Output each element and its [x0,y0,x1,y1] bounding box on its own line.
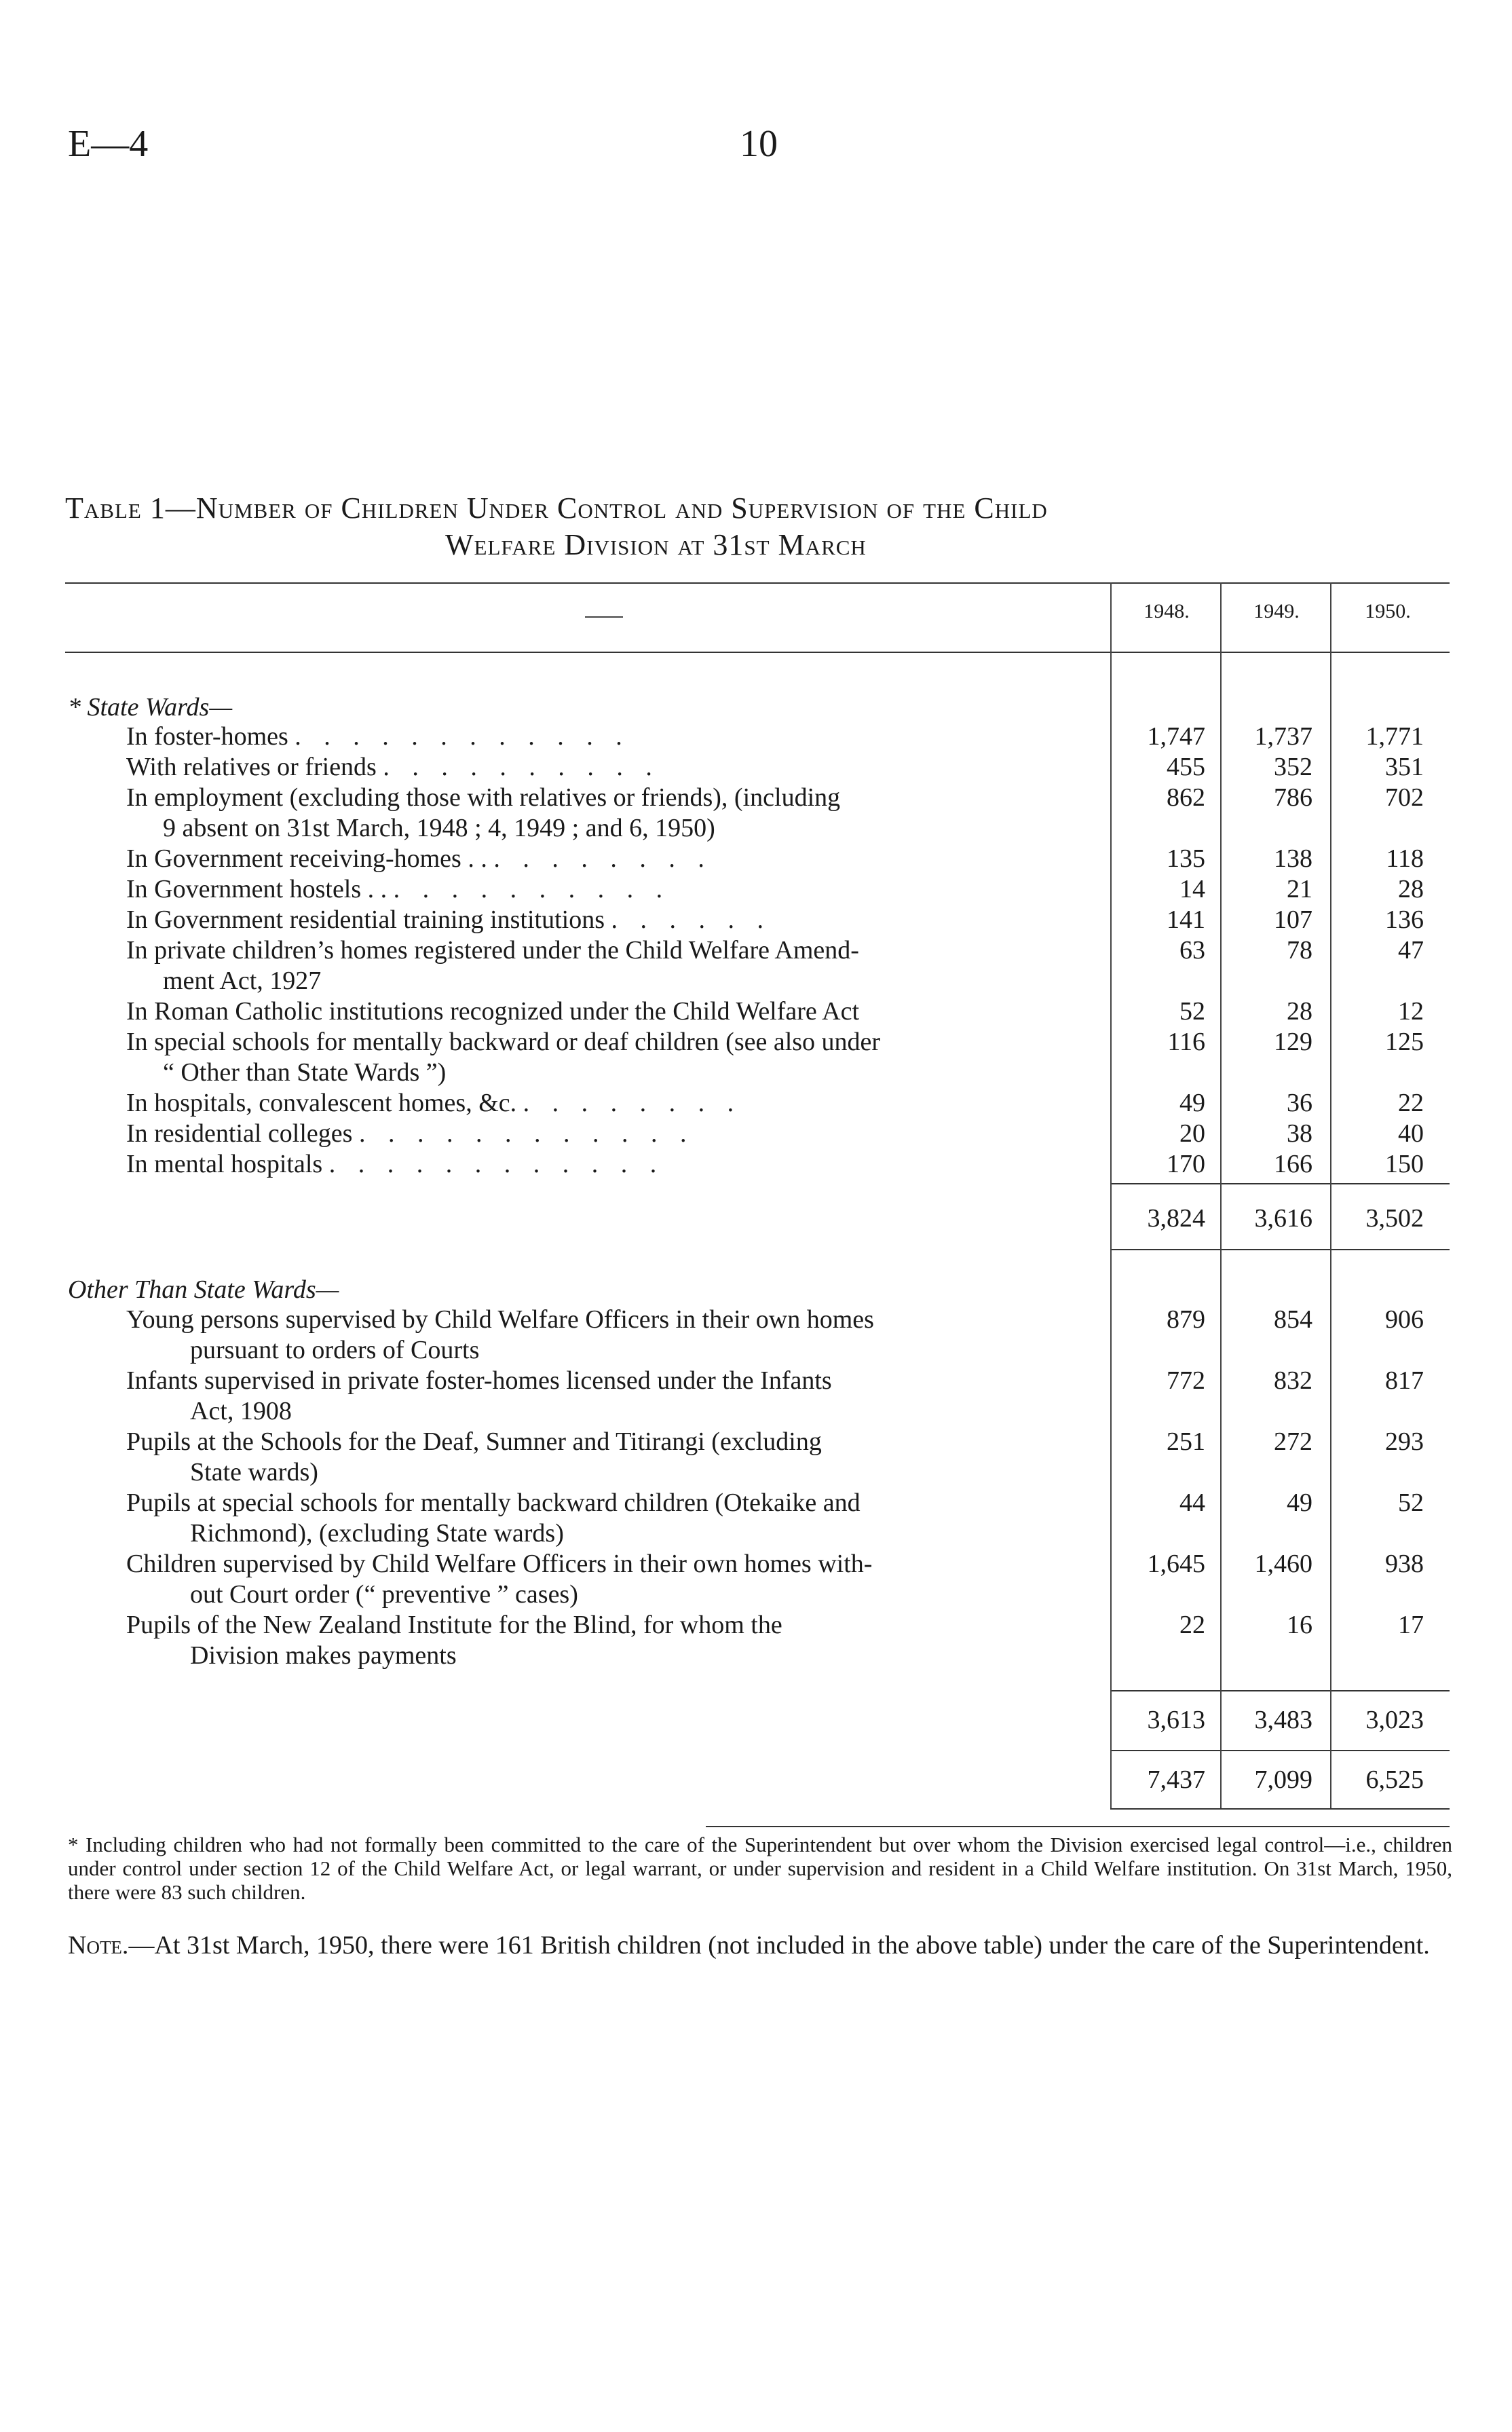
row-label: In hospitals, convalescent homes, &c. [126,1089,517,1117]
row-label: In special schools for mentally backward or deaf children (see also under [126,1028,881,1056]
row-label-continued: pursuant to orders of Courts [190,1336,480,1364]
other-total-bottom-rule [1110,1750,1450,1751]
row-label: Young persons supervised by Child Welfare Officers in their own homes [126,1305,874,1334]
note-label: Note. [68,1931,129,1960]
grand-total-1949: 7,099 [1254,1765,1312,1794]
cell-1950: 1,771 [1365,722,1424,751]
row-label: Infants supervised in private foster-homes licensed under the Infants [126,1366,832,1395]
leader-dots: . . . . . . . . . . [383,753,660,781]
table-top-rule [65,582,1450,584]
leader-dots: . . . . . . . . . . . . [328,1150,665,1178]
row-label-continued: 9 absent on 31st March, 1948 ; 4, 1949 ; and 6, 1950) [163,814,715,842]
cell-1948: 20 [1179,1119,1205,1148]
cell-1948: 141 [1167,905,1205,934]
cell-1950: 118 [1386,844,1424,873]
row-label-continued: “ Other than State Wards ”) [163,1058,447,1087]
row-label: Pupils at the Schools for the Deaf, Sumner and Titirangi (excluding [126,1427,822,1456]
cell-1949: 36 [1287,1089,1312,1117]
cell-1949: 129 [1274,1028,1312,1056]
cell-1950: 125 [1385,1028,1424,1056]
grand-total-bottom-rule [1110,1808,1450,1810]
cell-1948: 116 [1167,1028,1205,1056]
leader-dots: . . . . . . . . [493,844,713,873]
cell-1950: 351 [1385,753,1424,781]
cell-1950: 938 [1385,1550,1424,1578]
cell-1949: 352 [1274,753,1312,781]
leader-dots: . . . . . . . . . . [393,875,671,903]
total-1950: 3,023 [1365,1706,1424,1734]
cell-1949: 21 [1287,875,1312,903]
footnote: * Including children who had not formally been committed to the care of the Superintendent but over whom the Division exercised legal control—i.e., children under control under section 12 of the Child Welfare Act, or legal warrant, or under supervision and resident in a Child Welfare institution. On 31st March, 1950, there were 83 such children. [68,1833,1452,1904]
column-header-1949: 1949. [1253,600,1300,622]
note-text: —At 31st March, 1950, there were 161 British children (not included in the above table) under the care of the Superintendent. [128,1931,1430,1960]
total-1949: 3,616 [1254,1204,1312,1233]
cell-1950: 17 [1398,1611,1424,1639]
leader-dots: . . . . . . . . [523,1089,742,1117]
cell-1950: 28 [1398,875,1424,903]
cell-1949: 107 [1274,905,1312,934]
row-label-continued: ment Act, 1927 [163,967,322,995]
cell-1948: 251 [1167,1427,1205,1456]
row-label: Pupils at special schools for mentally backward children (Otekaike and [126,1489,861,1517]
total-1950: 3,502 [1365,1204,1424,1233]
cell-1948: 1,747 [1147,722,1205,751]
cell-1950: 47 [1398,936,1424,965]
column-header-1948: 1948. [1144,600,1190,622]
row-label: In Government receiving-homes . . [126,844,487,873]
row-label: In foster-homes [126,722,288,751]
cell-1948: 63 [1179,936,1205,965]
cell-1950: 22 [1398,1089,1424,1117]
total-1949: 3,483 [1254,1706,1312,1734]
leader-dots: . . . . . . . . . . . . [358,1119,695,1148]
cell-1950: 293 [1385,1427,1424,1456]
leader-dots: . . . . . . . . . . . . [295,722,630,751]
other-wards-heading: Other Than State Wards— [68,1275,339,1304]
cell-1949: 1,737 [1254,722,1312,751]
row-label-continued: Division makes payments [190,1641,457,1670]
cell-1950: 136 [1385,905,1424,934]
cell-1950: 52 [1398,1489,1424,1517]
cell-1948: 1,645 [1147,1550,1205,1578]
cell-1950: 12 [1398,997,1424,1026]
table-title-line2: Welfare Division at 31st March [445,528,867,561]
cell-1948: 22 [1179,1611,1205,1639]
cell-1949: 1,460 [1254,1550,1312,1578]
cell-1950: 702 [1385,783,1424,812]
other-total-top-rule [1110,1690,1450,1691]
row-label: In Roman Catholic institutions recognized under the Child Welfare Act [126,997,860,1026]
cell-1948: 879 [1167,1305,1205,1334]
cell-1950: 906 [1385,1305,1424,1334]
row-label-continued: Richmond), (excluding State wards) [190,1519,564,1548]
row-label: In employment (excluding those with relatives or friends), (including [126,783,841,812]
cell-1948: 52 [1179,997,1205,1026]
state-total-bottom-rule [1110,1249,1450,1250]
row-label: Pupils of the New Zealand Institute for the Blind, for whom the [126,1611,782,1639]
cell-1948: 44 [1179,1489,1205,1517]
cell-1950: 150 [1385,1150,1424,1178]
row-label: In private children’s homes registered under the Child Welfare Amend- [126,936,859,965]
note [68,1929,1452,1962]
total-1948: 3,613 [1147,1706,1205,1734]
row-label: Children supervised by Child Welfare Officers in their own homes with- [126,1550,873,1578]
state-wards-heading: * State Wards— [68,693,233,722]
cell-1949: 16 [1287,1611,1312,1639]
page-number: 10 [740,123,778,165]
cell-1948: 135 [1167,844,1205,873]
row-label-continued: State wards) [190,1458,318,1486]
cell-1949: 49 [1287,1489,1312,1517]
header-blank-dash [585,616,623,618]
leader-dots: . . . . . . [611,905,772,934]
cell-1948: 49 [1179,1089,1205,1117]
cell-1950: 40 [1398,1119,1424,1148]
cell-1948: 772 [1167,1366,1205,1395]
row-label: In mental hospitals [126,1150,323,1178]
cell-1949: 78 [1287,936,1312,965]
grand-total-1950: 6,525 [1365,1765,1424,1794]
grand-total-1948: 7,437 [1147,1765,1205,1794]
cell-1948: 455 [1167,753,1205,781]
table-title-line1: Table 1—Number of Children Under Control and Supervision of the Child [65,491,1048,525]
cell-1949: 832 [1274,1366,1312,1395]
cell-1948: 170 [1167,1150,1205,1178]
row-label: In Government residential training institutions [126,905,605,934]
cell-1949: 854 [1274,1305,1312,1334]
cell-1948: 14 [1179,875,1205,903]
header-bottom-rule [65,652,1450,653]
cell-1950: 817 [1385,1366,1424,1395]
cell-1948: 862 [1167,783,1205,812]
state-total-top-rule [1110,1183,1450,1184]
row-label: In residential colleges [126,1119,353,1148]
page-code: E—4 [68,123,149,165]
cell-1949: 786 [1274,783,1312,812]
cell-1949: 138 [1274,844,1312,873]
footnote-rule [706,1826,1450,1827]
table-title [65,490,1450,563]
column-header-1950: 1950. [1365,600,1411,622]
cell-1949: 38 [1287,1119,1312,1148]
row-label: With relatives or friends [126,753,377,781]
cell-1949: 272 [1274,1427,1312,1456]
cell-1949: 166 [1274,1150,1312,1178]
row-label: In Government hostels . . [126,875,388,903]
cell-1949: 28 [1287,997,1312,1026]
total-1948: 3,824 [1147,1204,1205,1233]
row-label-continued: out Court order (“ preventive ” cases) [190,1580,578,1609]
row-label-continued: Act, 1908 [190,1397,292,1425]
